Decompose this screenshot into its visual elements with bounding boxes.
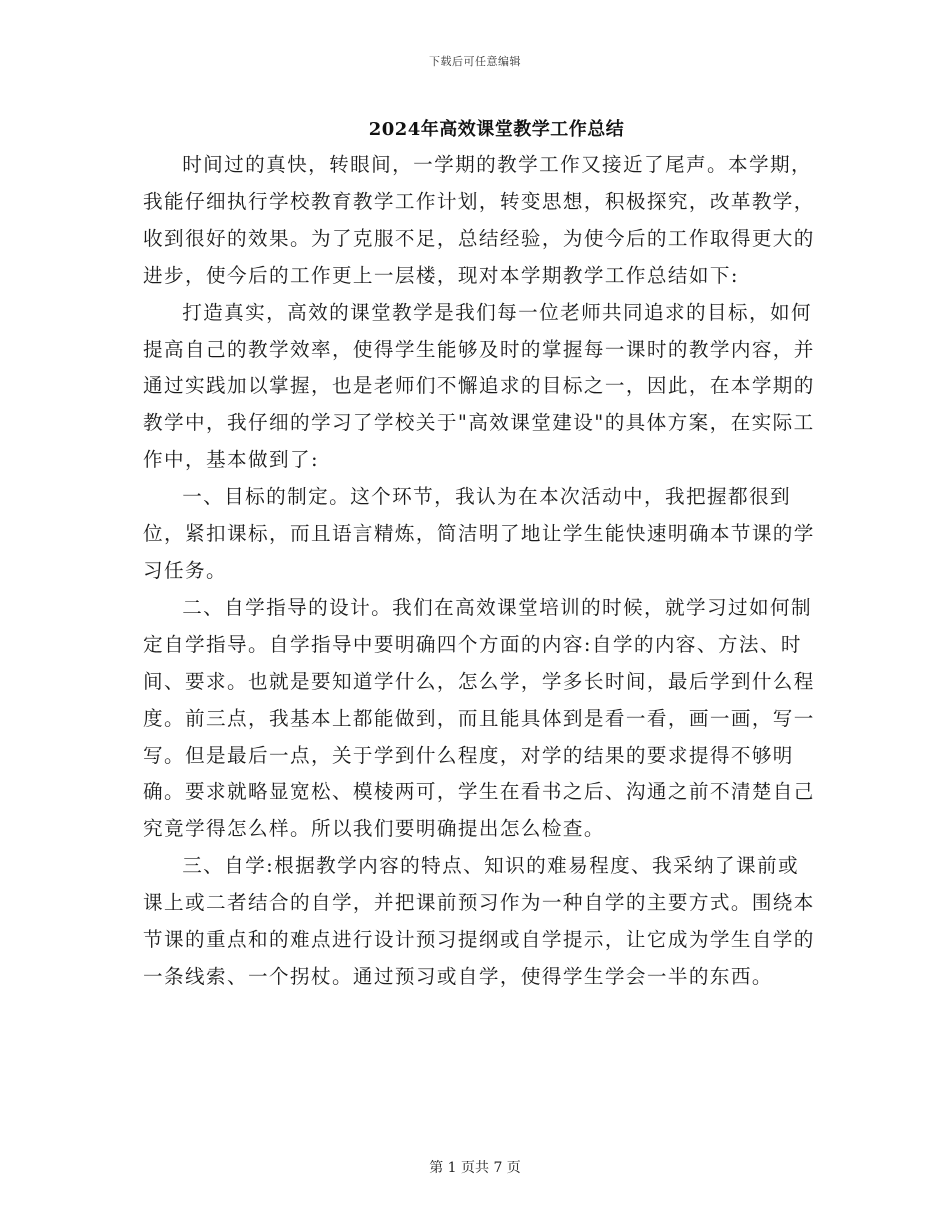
paragraph-goal: 打造真实，高效的课堂教学是我们每一位老师共同追求的目标，如何提高自己的教学效率，使得学生能够及时的掌握每一课时的教学内容，并通过实践加以掌握，也是老师们不懈追求的目标之一，因此，在本学期的教学中，我仔细的学习了学校关于"高效课堂建设"的具体方案，在实际工作中，基本做到了:	[143, 300, 815, 472]
paragraph-point-three: 三、自学:根据教学内容的特点、知识的难易程度、我采纳了课前或课上或二者结合的自学，并把课前预习作为一种自学的主要方式。围绕本节课的重点和的难点进行设计预习提纲或自学提示，让它成为学生自学的一条线索、一个拐杖。通过预习或自学，使得学生学会一半的东西。	[143, 854, 815, 988]
paragraph-point-two: 二、自学指导的设计。我们在高效课堂培训的时候，就学习过如何制定自学指导。自学指导中要明确四个方面的内容:自学的内容、方法、时间、要求。也就是要知道学什么，怎么学，学多长时间，最后学到什么程度。前三点，我基本上都能做到，而且能具体到是看一看，画一画，写一写。但是最后一点，关于学到什么程度，对学的结果的要求提得不够明确。要求就略显宽松、模棱两可，学生在看书之后、沟通之前不清楚自己究竟学得怎么样。所以我们要明确提出怎么检查。	[143, 595, 815, 841]
document-body	[143, 147, 815, 996]
paragraph-point-one: 一、目标的制定。这个环节，我认为在本次活动中，我把握都很到位，紧扣课标，而且语言精炼，简洁明了地让学生能快速明确本节课的学习任务。	[143, 485, 815, 582]
paragraph-intro: 时间过的真快，转眼间，一学期的教学工作又接近了尾声。本学期，我能仔细执行学校教育教学工作计划，转变思想，积极探究，改革教学，收到很好的效果。为了克服不足，总结经验，为使今后的工作取得更大的进步，使今后的工作更上一层楼，现对本学期教学工作总结如下:	[143, 153, 815, 287]
page-header-note: 下载后可任意编辑	[429, 55, 521, 68]
page-number: 第 1 页共 7 页	[429, 1160, 521, 1176]
document-title: 2024年高效课堂教学工作总结	[368, 119, 625, 140]
